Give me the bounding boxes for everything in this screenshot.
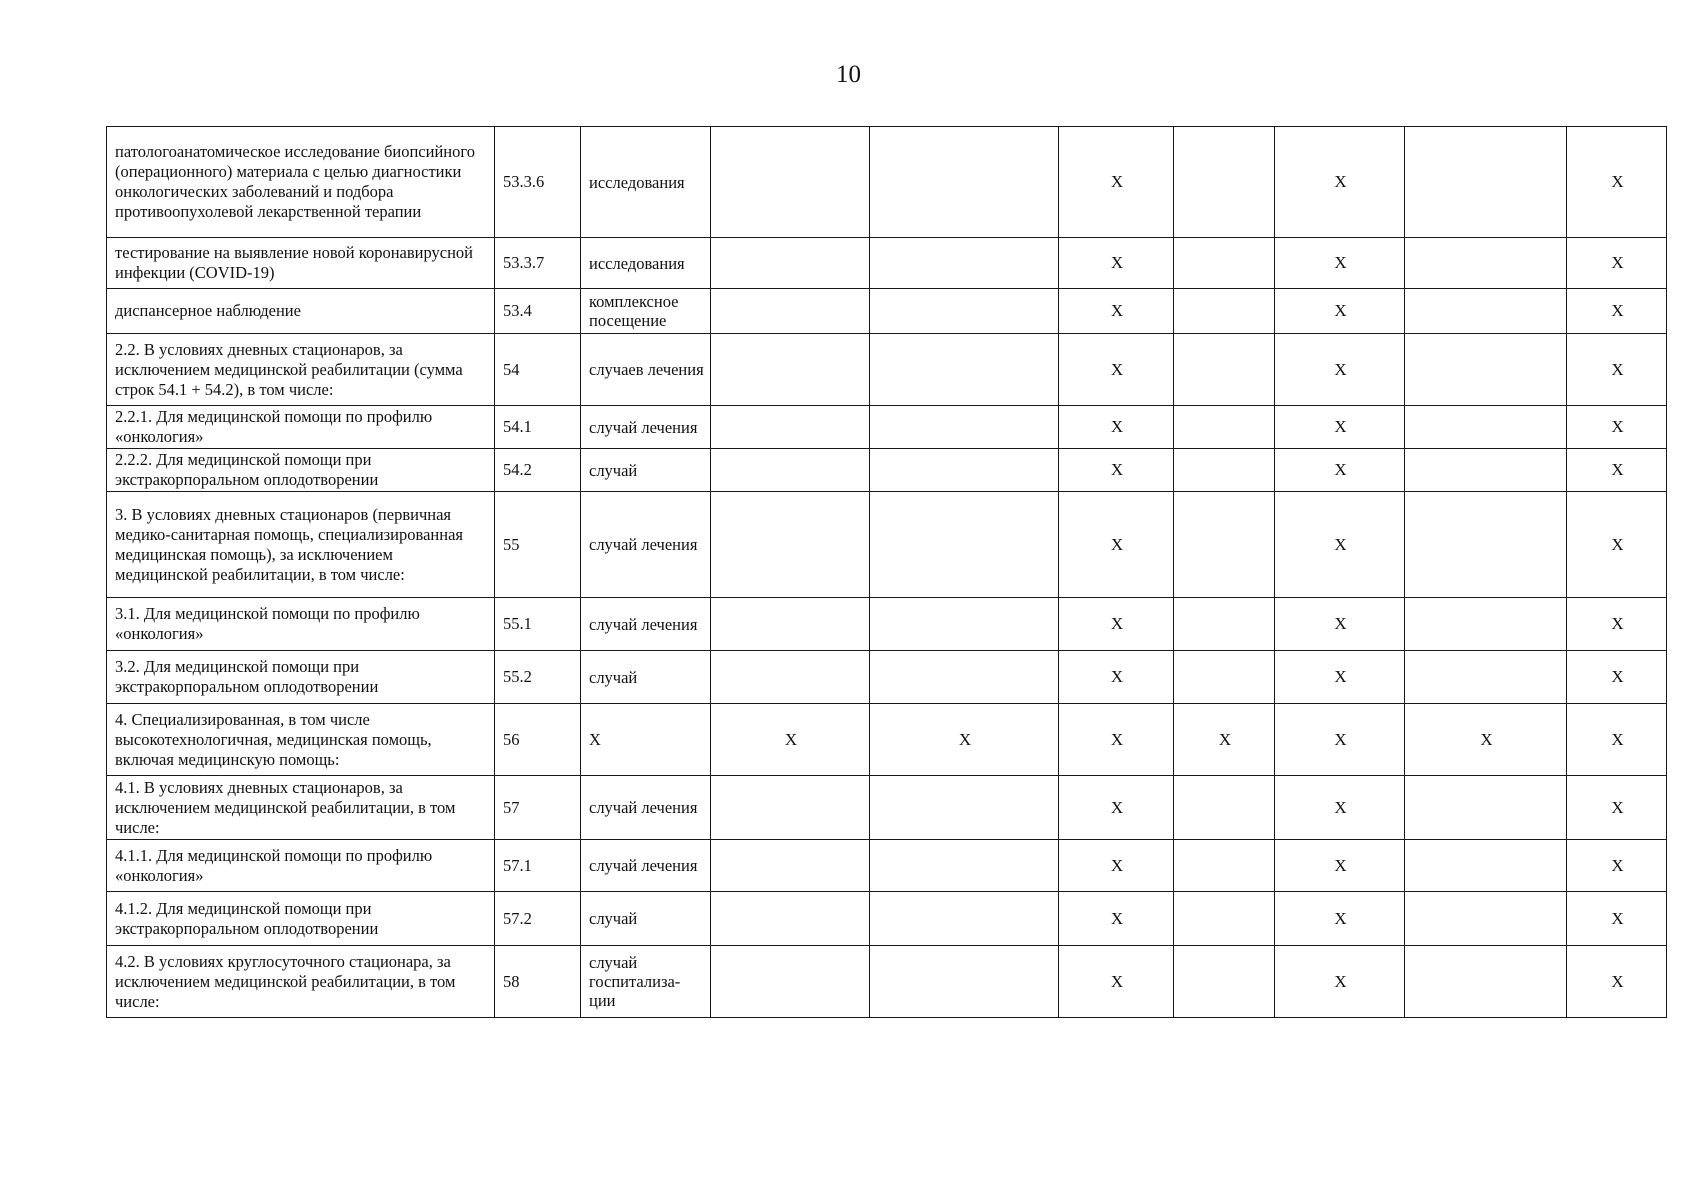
row-unit: случай лечения — [581, 492, 711, 598]
row-col-7: X — [1567, 892, 1667, 946]
row-col-2 — [870, 651, 1059, 704]
row-col-4 — [1174, 492, 1275, 598]
row-col-1 — [711, 449, 870, 492]
row-code: 56 — [495, 704, 581, 776]
row-col-1 — [711, 651, 870, 704]
row-name: 3.2. Для медицинской помощи при экстракорпоральном оплодотворении — [107, 651, 495, 704]
row-col-3: X — [1059, 651, 1174, 704]
row-col-3: X — [1059, 704, 1174, 776]
row-col-7: X — [1567, 449, 1667, 492]
row-col-2 — [870, 840, 1059, 892]
row-col-4 — [1174, 892, 1275, 946]
row-unit: случай госпитализа-ции — [581, 946, 711, 1018]
row-col-2 — [870, 238, 1059, 289]
row-col-7: X — [1567, 776, 1667, 840]
row-code: 53.3.7 — [495, 238, 581, 289]
row-col-2 — [870, 776, 1059, 840]
row-col-4 — [1174, 776, 1275, 840]
row-col-5: X — [1275, 892, 1405, 946]
row-col-3: X — [1059, 492, 1174, 598]
row-name: 4.1.2. Для медицинской помощи при экстракорпоральном оплодотворении — [107, 892, 495, 946]
row-col-2 — [870, 406, 1059, 449]
table-row — [107, 334, 1667, 406]
row-code: 57 — [495, 776, 581, 840]
row-col-3: X — [1059, 776, 1174, 840]
row-col-5: X — [1275, 776, 1405, 840]
row-col-5: X — [1275, 127, 1405, 238]
row-col-6 — [1405, 598, 1567, 651]
row-code: 54.2 — [495, 449, 581, 492]
row-unit: исследования — [581, 127, 711, 238]
row-code: 53.4 — [495, 289, 581, 334]
row-code: 54 — [495, 334, 581, 406]
row-col-5: X — [1275, 492, 1405, 598]
row-col-5: X — [1275, 334, 1405, 406]
row-col-3: X — [1059, 946, 1174, 1018]
row-code: 54.1 — [495, 406, 581, 449]
row-col-7: X — [1567, 289, 1667, 334]
row-unit: случай — [581, 651, 711, 704]
row-name: тестирование на выявление новой коронавирусной инфекции (COVID-19) — [107, 238, 495, 289]
row-col-4 — [1174, 334, 1275, 406]
row-code: 58 — [495, 946, 581, 1018]
row-col-1 — [711, 840, 870, 892]
row-col-2 — [870, 127, 1059, 238]
row-col-5: X — [1275, 449, 1405, 492]
row-unit: случаев лечения — [581, 334, 711, 406]
row-col-2 — [870, 289, 1059, 334]
table-row — [107, 892, 1667, 946]
row-col-1 — [711, 776, 870, 840]
row-name: 4.2. В условиях круглосуточного стационара, за исключением медицинской реабилитации, в том числе: — [107, 946, 495, 1018]
row-col-1 — [711, 892, 870, 946]
row-col-6 — [1405, 406, 1567, 449]
row-unit: случай лечения — [581, 840, 711, 892]
table-row — [107, 946, 1667, 1018]
row-col-6 — [1405, 651, 1567, 704]
row-col-7: X — [1567, 651, 1667, 704]
row-name: диспансерное наблюдение — [107, 289, 495, 334]
row-col-2 — [870, 449, 1059, 492]
row-col-6 — [1405, 492, 1567, 598]
row-col-3: X — [1059, 840, 1174, 892]
row-col-2 — [870, 492, 1059, 598]
table-row — [107, 704, 1667, 776]
row-col-4: X — [1174, 704, 1275, 776]
row-code: 53.3.6 — [495, 127, 581, 238]
row-col-1 — [711, 492, 870, 598]
row-name: 2.2.2. Для медицинской помощи при экстракорпоральном оплодотворении — [107, 449, 495, 492]
row-unit: случай — [581, 892, 711, 946]
row-col-4 — [1174, 946, 1275, 1018]
row-col-1 — [711, 946, 870, 1018]
row-col-3: X — [1059, 449, 1174, 492]
row-col-5: X — [1275, 289, 1405, 334]
row-col-7: X — [1567, 238, 1667, 289]
row-col-6 — [1405, 892, 1567, 946]
row-col-6 — [1405, 449, 1567, 492]
row-col-5: X — [1275, 238, 1405, 289]
row-col-7: X — [1567, 840, 1667, 892]
row-col-2: X — [870, 704, 1059, 776]
row-col-2 — [870, 334, 1059, 406]
row-col-1 — [711, 334, 870, 406]
table-row — [107, 127, 1667, 238]
row-col-6 — [1405, 840, 1567, 892]
row-col-7: X — [1567, 598, 1667, 651]
row-col-4 — [1174, 840, 1275, 892]
table-row — [107, 598, 1667, 651]
row-code: 55.2 — [495, 651, 581, 704]
row-col-7: X — [1567, 406, 1667, 449]
row-code: 57.2 — [495, 892, 581, 946]
row-col-2 — [870, 946, 1059, 1018]
row-col-4 — [1174, 289, 1275, 334]
row-col-6 — [1405, 946, 1567, 1018]
row-col-7: X — [1567, 492, 1667, 598]
row-col-6 — [1405, 289, 1567, 334]
row-col-2 — [870, 598, 1059, 651]
row-name: патологоанатомическое исследование биопсийного (операционного) материала с целью диагностики онкологических заболеваний и подбора противоопухолевой лекарственной терапии — [107, 127, 495, 238]
row-col-5: X — [1275, 406, 1405, 449]
row-col-7: X — [1567, 704, 1667, 776]
table-row — [107, 406, 1667, 449]
row-col-4 — [1174, 449, 1275, 492]
row-unit: случай лечения — [581, 776, 711, 840]
row-name: 2.2. В условиях дневных стационаров, за исключением медицинской реабилитации (сумма строк 54.1 + 54.2), в том числе: — [107, 334, 495, 406]
row-col-1 — [711, 598, 870, 651]
table-row — [107, 238, 1667, 289]
row-code: 55.1 — [495, 598, 581, 651]
table-row — [107, 492, 1667, 598]
row-unit: комплексное посещение — [581, 289, 711, 334]
row-col-1 — [711, 238, 870, 289]
row-col-7: X — [1567, 127, 1667, 238]
row-col-2 — [870, 892, 1059, 946]
row-col-6: X — [1405, 704, 1567, 776]
row-col-3: X — [1059, 334, 1174, 406]
row-unit: X — [581, 704, 711, 776]
row-name: 3.1. Для медицинской помощи по профилю «онкология» — [107, 598, 495, 651]
row-col-3: X — [1059, 892, 1174, 946]
row-col-5: X — [1275, 946, 1405, 1018]
row-col-5: X — [1275, 840, 1405, 892]
table-row — [107, 776, 1667, 840]
row-name: 4.1. В условиях дневных стационаров, за исключением медицинской реабилитации, в том числе: — [107, 776, 495, 840]
row-name: 3. В условиях дневных стационаров (первичная медико-санитарная помощь, специализированная медицинская помощь), за исключением медицинской реабилитации, в том числе: — [107, 492, 495, 598]
row-col-3: X — [1059, 289, 1174, 334]
row-col-1 — [711, 289, 870, 334]
row-col-5: X — [1275, 651, 1405, 704]
row-col-6 — [1405, 238, 1567, 289]
row-unit: случай лечения — [581, 598, 711, 651]
row-code: 57.1 — [495, 840, 581, 892]
row-unit: исследования — [581, 238, 711, 289]
row-name: 4. Специализированная, в том числе высокотехнологичная, медицинская помощь, включая медицинскую помощь: — [107, 704, 495, 776]
table-row — [107, 449, 1667, 492]
row-col-5: X — [1275, 598, 1405, 651]
row-col-1 — [711, 406, 870, 449]
row-col-1: X — [711, 704, 870, 776]
table-row — [107, 289, 1667, 334]
row-code: 55 — [495, 492, 581, 598]
row-col-1 — [711, 127, 870, 238]
row-unit: случай — [581, 449, 711, 492]
row-col-6 — [1405, 127, 1567, 238]
row-col-4 — [1174, 238, 1275, 289]
row-col-3: X — [1059, 127, 1174, 238]
row-col-3: X — [1059, 406, 1174, 449]
row-name: 2.2.1. Для медицинской помощи по профилю «онкология» — [107, 406, 495, 449]
row-col-4 — [1174, 598, 1275, 651]
row-name: 4.1.1. Для медицинской помощи по профилю «онкология» — [107, 840, 495, 892]
page-number: 10 — [836, 61, 861, 88]
row-col-4 — [1174, 406, 1275, 449]
row-col-4 — [1174, 127, 1275, 238]
table-row — [107, 840, 1667, 892]
row-col-5: X — [1275, 704, 1405, 776]
row-col-3: X — [1059, 598, 1174, 651]
row-col-6 — [1405, 334, 1567, 406]
row-col-7: X — [1567, 334, 1667, 406]
table-row — [107, 651, 1667, 704]
row-unit: случай лечения — [581, 406, 711, 449]
row-col-6 — [1405, 776, 1567, 840]
row-col-3: X — [1059, 238, 1174, 289]
row-col-7: X — [1567, 946, 1667, 1018]
row-col-4 — [1174, 651, 1275, 704]
data-table — [106, 126, 1667, 1018]
